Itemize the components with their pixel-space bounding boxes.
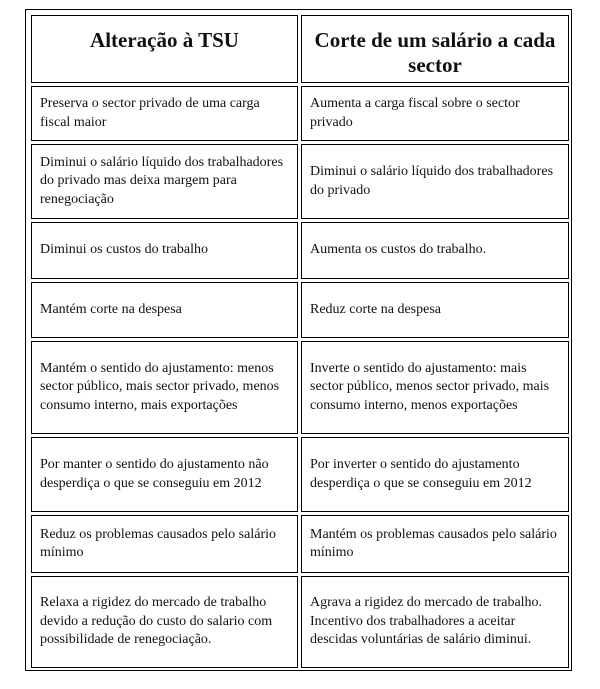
cell-salary-cut: Inverte o sentido do ajustamento: mais sector público, menos sector privado, mais consumo interno, menos exportações — [301, 341, 569, 434]
header-salary-cut: Corte de um salário a cada sector — [301, 15, 569, 83]
cell-tsu: Mantém o sentido do ajustamento: menos sector público, mais sector privado, menos consumo interno, mais exportações — [31, 341, 298, 434]
cell-salary-cut: Reduz corte na despesa — [301, 282, 569, 338]
cell-salary-cut: Diminui o salário líquido dos trabalhadores do privado — [301, 144, 569, 219]
cell-salary-cut: Por inverter o sentido do ajustamento desperdiça o que se conseguiu em 2012 — [301, 437, 569, 512]
table-row — [31, 576, 569, 668]
cell-tsu: Reduz os problemas causados pelo salário mínimo — [31, 515, 298, 573]
table-row — [31, 86, 569, 141]
cell-tsu: Mantém corte na despesa — [31, 282, 298, 338]
header-tsu: Alteração à TSU — [31, 15, 298, 83]
cell-salary-cut: Agrava a rigidez do mercado de trabalho. Incentivo dos trabalhadores a aceitar descidas voluntárias de salário diminui. — [301, 576, 569, 668]
comparison-table — [28, 12, 572, 671]
cell-salary-cut: Aumenta a carga fiscal sobre o sector privado — [301, 86, 569, 141]
table-row — [31, 282, 569, 338]
table-row — [31, 222, 569, 279]
cell-tsu: Diminui os custos do trabalho — [31, 222, 298, 279]
cell-tsu: Preserva o sector privado de uma carga fiscal maior — [31, 86, 298, 141]
table-row — [31, 341, 569, 434]
table-row — [31, 515, 569, 573]
table-row — [31, 144, 569, 219]
cell-tsu: Diminui o salário líquido dos trabalhadores do privado mas deixa margem para renegociação — [31, 144, 298, 219]
cell-tsu: Por manter o sentido do ajustamento não desperdiça o que se conseguiu em 2012 — [31, 437, 298, 512]
cell-salary-cut: Mantém os problemas causados pelo salário mínimo — [301, 515, 569, 573]
cell-tsu: Relaxa a rigidez do mercado de trabalho devido a redução do custo do salario com possibilidade de renegociação. — [31, 576, 298, 668]
cell-salary-cut: Aumenta os custos do trabalho. — [301, 222, 569, 279]
header-row — [31, 15, 569, 83]
table-row — [31, 437, 569, 512]
